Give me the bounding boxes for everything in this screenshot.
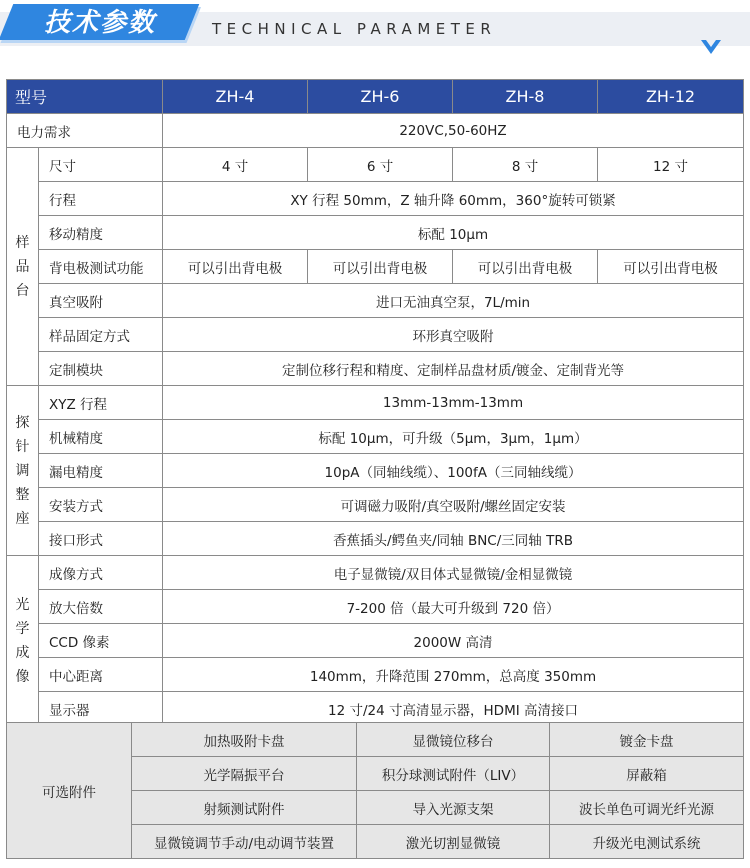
row-label: 安装方式 [39,488,163,522]
row-value: 12 寸 [598,148,744,182]
row-label: 移动精度 [39,216,163,250]
row-label: 电力需求 [7,114,163,148]
list-item: 波长单色可调光纤光源 [550,791,744,825]
row-value: 8 寸 [453,148,598,182]
list-item: 导入光源支架 [357,791,550,825]
table-row [7,556,744,590]
row-value: 环形真空吸附 [163,318,744,352]
row-label: 成像方式 [39,556,163,590]
table-row [7,522,744,556]
chevron-down-icon [700,38,722,56]
row-value: 140mm，升降范围 270mm，总高度 350mm [163,658,744,692]
row-value: 220VC,50-60HZ [163,114,744,148]
model-header: 型号 [7,80,163,114]
row-label: 真空吸附 [39,284,163,318]
list-item: 积分球测试附件（LIV） [357,757,550,791]
category-optics: 光 学 成 像 [7,556,39,726]
row-value: 香蕉插头/鳄鱼夹/同轴 BNC/三同轴 TRB [163,522,744,556]
table-row [7,386,744,420]
table-row [7,148,744,182]
row-label: XYZ 行程 [39,386,163,420]
table-row [7,216,744,250]
list-item: 射频测试附件 [132,791,357,825]
list-item: 激光切割显微镜 [357,825,550,859]
table-row [7,318,744,352]
optional-accessories-table [6,722,744,859]
row-value: 进口无油真空泵，7L/min [163,284,744,318]
row-value: 可以引出背电极 [598,250,744,284]
section-header [0,0,750,70]
model-zh12: ZH-12 [598,80,744,114]
table-row [7,624,744,658]
row-value: 标配 10μm，可升级（5μm，3μm，1μm） [163,420,744,454]
table-row [7,692,744,726]
list-item: 升级光电测试系统 [550,825,744,859]
table-row [7,250,744,284]
row-label: 放大倍数 [39,590,163,624]
table-row [7,454,744,488]
row-value: 12 寸/24 寸高清显示器，HDMI 高清接口 [163,692,744,726]
table-row [7,723,744,757]
row-label: 背电极测试功能 [39,250,163,284]
row-label: 接口形式 [39,522,163,556]
model-zh6: ZH-6 [308,80,453,114]
page-subtitle: TECHNICAL PARAMETER [212,20,497,38]
table-row [7,352,744,386]
list-item: 镀金卡盘 [550,723,744,757]
table-row [7,488,744,522]
row-label: 行程 [39,182,163,216]
list-item: 显微镜调节手动/电动调节装置 [132,825,357,859]
row-value: 7-200 倍（最大可升级到 720 倍） [163,590,744,624]
row-value: 标配 10μm [163,216,744,250]
row-value: 13mm-13mm-13mm [163,386,744,420]
row-label: 机械精度 [39,420,163,454]
spec-table [6,79,744,726]
row-value: 可以引出背电极 [308,250,453,284]
row-value: 电子显微镜/双目体式显微镜/金相显微镜 [163,556,744,590]
row-value: 定制位移行程和精度、定制样品盘材质/镀金、定制背光等 [163,352,744,386]
table-row [7,114,744,148]
row-value: XY 行程 50mm，Z 轴升降 60mm，360°旋转可锁紧 [163,182,744,216]
row-label: 尺寸 [39,148,163,182]
row-label: 样品固定方式 [39,318,163,352]
table-row [7,284,744,318]
table-header-row [7,80,744,114]
row-label: 定制模块 [39,352,163,386]
row-value: 2000W 高清 [163,624,744,658]
row-value: 6 寸 [308,148,453,182]
list-item: 加热吸附卡盘 [132,723,357,757]
row-label: 中心距离 [39,658,163,692]
table-row [7,658,744,692]
list-item: 显微镜位移台 [357,723,550,757]
list-item: 屏蔽箱 [550,757,744,791]
row-label: CCD 像素 [39,624,163,658]
table-row [7,590,744,624]
model-zh8: ZH-8 [453,80,598,114]
table-row [7,420,744,454]
row-value: 可调磁力吸附/真空吸附/螺丝固定安装 [163,488,744,522]
row-label: 漏电精度 [39,454,163,488]
row-value: 可以引出背电极 [163,250,308,284]
row-value: 可以引出背电极 [453,250,598,284]
model-zh4: ZH-4 [163,80,308,114]
list-item: 光学隔振平台 [132,757,357,791]
table-row [7,182,744,216]
page-title: 技术参数 [44,8,157,38]
category-probe: 探 针 调 整 座 [7,386,39,556]
category-stage: 样 品 台 [7,148,39,386]
row-value: 10pA（同轴线缆）、100fA（三同轴线缆） [163,454,744,488]
optional-label: 可选附件 [7,723,132,859]
row-value: 4 寸 [163,148,308,182]
row-label: 显示器 [39,692,163,726]
